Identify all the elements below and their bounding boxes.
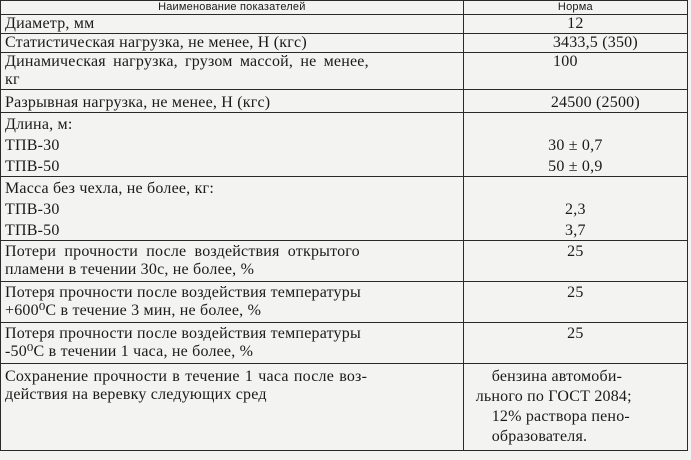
row-norm-text: 25: [567, 243, 584, 260]
row-norm-text: 24500 (2500): [550, 94, 640, 111]
row-name-text: Длина, м:: [5, 116, 73, 133]
row-norm-text: [468, 116, 683, 134]
row-norm-cell: [463, 34, 687, 53]
row-norm-cell: [463, 323, 687, 364]
row-name-text: ТПВ-50: [5, 222, 60, 239]
row-name-text: Потери прочности после воздействия открытого: [5, 243, 360, 260]
row-name-text: пламени в течении 30с, не более, %: [5, 261, 255, 278]
table-header-row: [1, 1, 688, 15]
row-name-cell: [1, 241, 464, 282]
row-name-cell: [1, 90, 464, 113]
row-norm-cell: [463, 177, 687, 241]
row-name-text: ТПВ-30: [5, 137, 60, 154]
row-name-text: ТПВ-30: [5, 201, 60, 218]
table-row: [1, 323, 688, 364]
row-norm-cell: [463, 90, 687, 113]
row-name-text: Диаметр, мм: [5, 15, 95, 32]
row-name-text: Сохранение прочности в течение 1 часа после воз-: [5, 368, 368, 385]
table-row: [1, 113, 688, 177]
row-norm-cell: [463, 53, 687, 90]
row-name-text: Потеря прочности после воздействия температуры: [5, 284, 361, 301]
table-row: [1, 15, 688, 34]
table-row: [1, 90, 688, 113]
row-norm-text: льного по ГОСТ 2084;: [475, 388, 632, 405]
row-norm-text: 12% раствора пено-: [491, 408, 630, 425]
row-name-text: Масса без чехла, не более, кг:: [5, 180, 214, 197]
row-name-text: Потеря прочности после воздействия температуры: [5, 325, 361, 342]
row-name-text: ТПВ-50: [5, 158, 60, 175]
header-norm: Норма: [463, 1, 687, 15]
row-norm-text: 12: [567, 15, 584, 32]
row-norm-cell: [463, 282, 687, 323]
row-norm-cell: [463, 113, 687, 177]
row-norm-text: 25: [567, 325, 584, 342]
row-name-text: Динамическая нагрузка, грузом массой, не менее,: [5, 53, 369, 70]
row-name-text: Статистическая нагрузка, не менее, Н (кгс): [5, 34, 307, 51]
row-norm-cell: [463, 364, 687, 451]
row-name-text: кг: [5, 71, 20, 88]
row-norm-text: бензина автомоби-: [491, 368, 623, 385]
row-name-cell: [1, 53, 464, 90]
table-row: [1, 241, 688, 282]
table-row: [1, 34, 688, 53]
row-name-text: -50⁰С в течении 1 часа, не более, %: [5, 343, 254, 360]
row-name-text: действия на веревку следующих сред: [5, 386, 267, 403]
table-row: [1, 177, 688, 241]
table-row: [1, 282, 688, 323]
row-name-cell: [1, 34, 464, 53]
table-row: [1, 53, 688, 90]
row-norm-text: 2,3: [565, 201, 586, 218]
table-row: [1, 364, 688, 451]
row-name-cell: [1, 15, 464, 34]
row-norm-text: 100: [553, 53, 578, 70]
row-name-cell: [1, 364, 464, 451]
row-name-cell: [1, 113, 464, 177]
row-norm-text: 3,7: [565, 222, 586, 239]
row-norm-cell: [463, 241, 687, 282]
row-name-text: Разрывная нагрузка, не менее, Н (кгс): [5, 94, 271, 111]
row-name-cell: [1, 177, 464, 241]
row-name-cell: [1, 282, 464, 323]
row-norm-text: [468, 180, 683, 198]
row-norm-text: образователя.: [491, 428, 588, 445]
row-name-text: +600⁰С в течение 3 мин, не более, %: [5, 302, 262, 319]
row-norm-cell: [463, 15, 687, 34]
row-name-cell: [1, 323, 464, 364]
row-norm-text: 3433,5 (350): [552, 34, 638, 51]
row-norm-text: 30 ± 0,7: [548, 137, 603, 154]
row-norm-text: 50 ± 0,9: [548, 158, 603, 175]
row-norm-text: 25: [567, 284, 584, 301]
header-indicator-name: Наименование показателей: [1, 1, 464, 15]
